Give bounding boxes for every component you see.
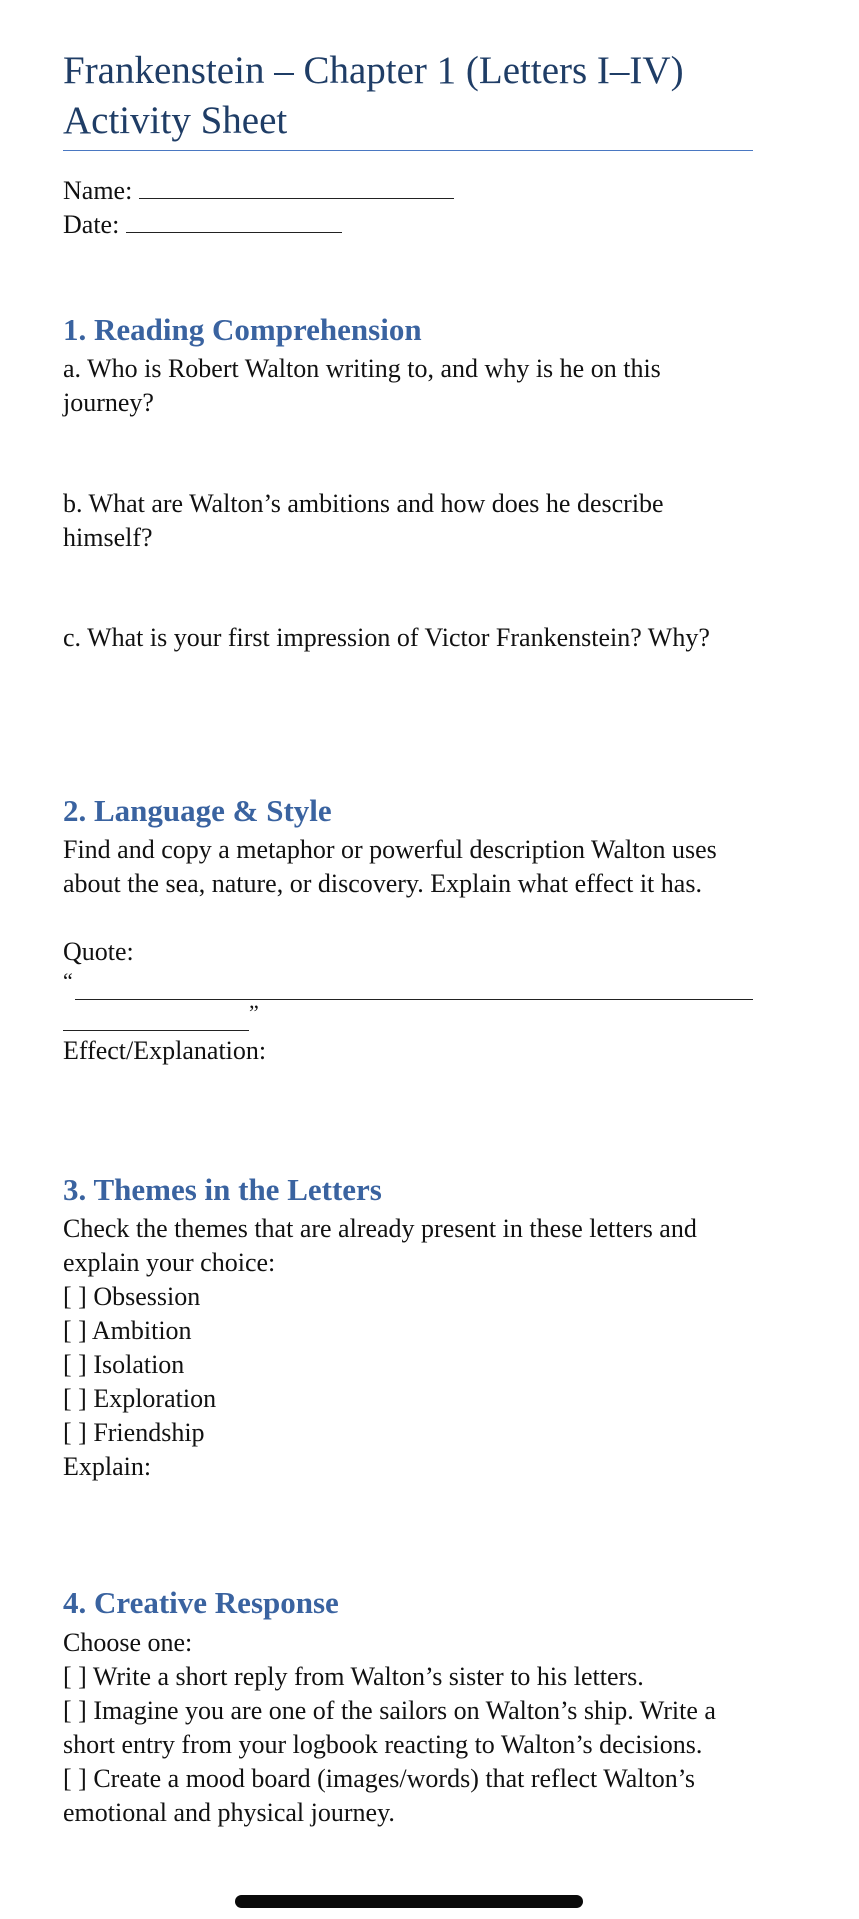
question-b: b. What are Walton’s ambitions and how does he describe himself? [63,489,664,552]
creative-option-moodboard[interactable]: [ ] Create a mood board (images/words) that reflect Walton’s emotional and physical journey. [63,1764,696,1827]
open-quote-mark: “ [63,968,73,993]
name-field-row [63,174,753,208]
title-line-2: Activity Sheet [63,99,288,142]
question-a: a. Who is Robert Walton writing to, and why is he on this journey? [63,354,661,417]
section-3-heading: 3. Themes in the Letters [63,1172,382,1207]
quote-label: Quote: [63,937,134,966]
quote-line-1 [75,999,753,1000]
name-date-fields [63,174,753,242]
quote-line-2 [63,1030,249,1031]
theme-options [63,1280,753,1450]
theme-option-isolation[interactable]: [ ] Isolation [63,1350,185,1379]
creative-option-reply[interactable]: [ ] Write a short reply from Walton’s sister to his letters. [63,1662,644,1691]
date-blank-line[interactable] [126,210,342,233]
section-2-heading: 2. Language & Style [63,793,332,828]
home-indicator[interactable] [235,1895,583,1908]
effect-label: Effect/Explanation: [63,1036,267,1065]
explain-label: Explain: [63,1452,152,1481]
page-title [63,46,753,151]
close-quote-mark: ” [249,1000,259,1025]
section-3-prompt: Check the themes that are already present in these letters and explain your choice: [63,1214,697,1277]
section-1-heading: 1. Reading Comprehension [63,312,422,347]
section-2-prompt: Find and copy a metaphor or powerful description Walton uses about the sea, nature, or discovery. Explain what effect it has. [63,835,717,898]
question-c: c. What is your first impression of Victor Frankenstein? Why? [63,623,710,652]
date-label: Date: [63,210,120,239]
section-4-heading: 4. Creative Response [63,1585,339,1620]
quote-answer-area[interactable] [63,968,753,1038]
name-blank-line[interactable] [139,176,454,199]
theme-option-obsession[interactable]: [ ] Obsession [63,1282,201,1311]
title-line-1: Frankenstein – Chapter 1 (Letters I–IV) [63,49,684,92]
theme-option-friendship[interactable]: [ ] Friendship [63,1418,205,1447]
theme-option-exploration[interactable]: [ ] Exploration [63,1384,217,1413]
creative-options [63,1626,753,1830]
name-label: Name: [63,176,133,205]
creative-option-logbook[interactable]: [ ] Imagine you are one of the sailors on Walton’s ship. Write a short entry from your logbook reacting to Walton’s decisions. [63,1696,716,1759]
theme-option-ambition[interactable]: [ ] Ambition [63,1316,192,1345]
creative-intro: Choose one: [63,1628,193,1657]
date-field-row [63,208,753,242]
